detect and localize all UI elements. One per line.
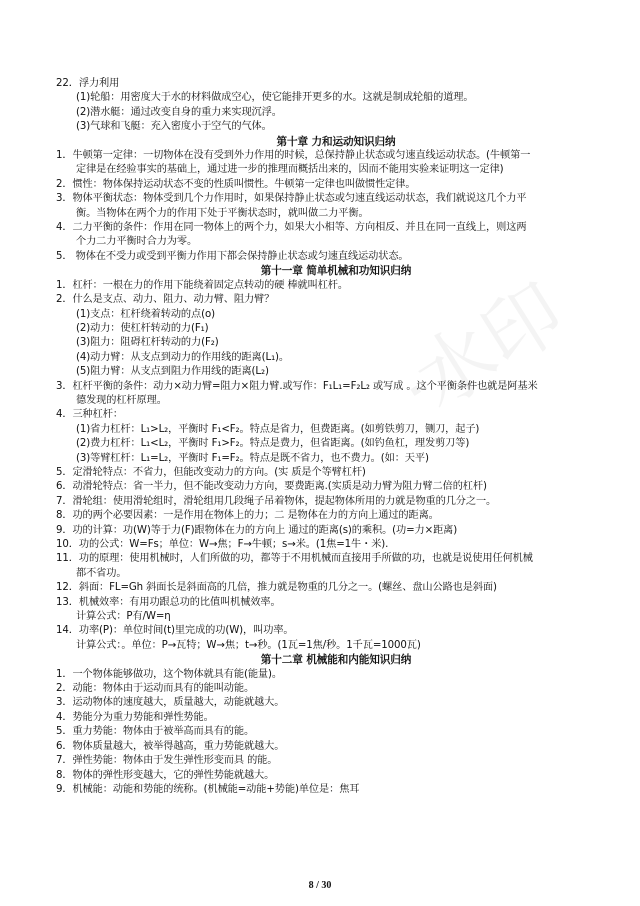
chapter-heading: 第十一章 简单机械和功知识归纳 <box>260 265 412 278</box>
text-line: 1．一个物体能够做功，这个物体就具有能(能量)。 <box>56 668 282 680</box>
chapter-heading: 第十章 力和运动知识归纳 <box>276 135 396 148</box>
text-line: 5． 物体在不受力或受到平衡力作用下都会保持静止状态或匀速直线运动状态。 <box>56 250 409 262</box>
text-line: 4．三种杠杆： <box>56 409 123 421</box>
text-line: (1)支点：杠杆绕着转动的点(o) <box>76 308 215 320</box>
text-line: 10．功的公式：W=Fs；单位：W→焦；F→牛顿；s→米。(1焦=1牛・米). <box>56 539 389 550</box>
text-line: 5．定滑轮特点：不省力，但能改变动力的方向。(实 质是个等臂杠杆) <box>56 466 366 478</box>
document-body <box>56 77 616 797</box>
text-line: 12．斜面：FL=Gh 斜面长是斜面高的几倍，推力就是物重的几分之一。(螺丝、盘山公路也是斜面) <box>56 582 497 594</box>
text-line: 计算公式：P有/W=η <box>76 611 171 623</box>
text-line: 计算公式：。单位：P→瓦特；W→焦；t→秒。(1瓦=1焦/秒。1千瓦=1000瓦) <box>76 639 421 651</box>
text-line: 2．动能：物体由于运动而具有的能叫动能。 <box>56 683 255 695</box>
text-line: 德发现的杠杆原理。 <box>76 394 167 406</box>
text-line: 8．物体的弹性形变越大，它的弹性势能就越大。 <box>56 769 275 781</box>
text-line: 7．滑轮组：使用滑轮组时，滑轮组用几段绳子吊着物体，提起物体所用的力就是物重的几分之一。 <box>56 495 497 507</box>
text-line: 3．物体平衡状态：物体受到几个力作用时，如果保持静止状态或匀速直线运动状态，我们就说这几个力平 <box>56 193 527 205</box>
text-line: 都不省功。 <box>76 567 127 579</box>
text-line: 22．浮力利用 <box>56 78 120 89</box>
text-line: 7．弹性势能：物体由于发生弹性形变而具 的能。 <box>56 755 278 767</box>
chapter-heading: 第十二章 机械能和内能知识归纳 <box>260 654 412 667</box>
text-line: 6．物体质量越大，被举得越高，重力势能就越大。 <box>56 740 285 752</box>
text-line: 衡。当物体在两个力的作用下处于平衡状态时，就叫做二力平衡。 <box>76 207 369 219</box>
text-line: 5．重力势能：物体由于被举高而具有的能。 <box>56 726 255 738</box>
text-line: 2．什么是支点、动力、阻力、动力臂、阻力臂？ <box>56 294 275 306</box>
text-line: (5)阻力臂：从支点到阻力作用线的距离(L₂) <box>76 366 269 378</box>
text-line: 9．机械能：动能和势能的统称。(机械能=动能+势能)单位是：焦耳 <box>56 783 360 795</box>
text-line: (2)费力杠杆：L₁<L₂，平衡时 F₁>F₂。特点是费力，但省距离。(如钓鱼杠，理发剪刀等) <box>76 438 470 450</box>
text-line: (4)动力臂：从支点到动力的作用线的距离(L₁)。 <box>76 351 290 363</box>
text-line: (3)气球和飞艇：充入密度小于空气的气体。 <box>76 121 272 133</box>
text-line: 3．杠杆平衡的条件：动力×动力臂=阻力×阻力臂.或写作：F₁L₁=F₂L₂ 或写成 。这个平衡条件也就是阿基米 <box>56 380 538 392</box>
text-line: 定律是在经验事实的基础上，通过进一步的推理而概括出来的，因而不能用实验来证明这一定律) <box>76 164 504 176</box>
text-line: (1)省力杠杆：L₁>L₂，平衡时 F₁<F₂。特点是省力，但费距离。(如剪铁剪刀，铡刀，起子) <box>76 423 480 435</box>
text-line: 4．势能分为重力势能和弹性势能。 <box>56 711 214 723</box>
text-line: (1)轮船：用密度大于水的材料做成空心，使它能排开更多的水。这就是制成轮船的道理。 <box>76 92 474 104</box>
text-line: 11．功的原理：使用机械时，人们所做的功，都等于不用机械而直接用手所做的功，也就是说使用任何机械 <box>56 553 533 565</box>
text-line: 1．牛顿第一定律：一切物体在没有受到外力作用的时候，总保持静止状态或匀速直线运动状态。(牛顿第一 <box>56 150 531 162</box>
text-line: 个力二力平衡时合力为零。 <box>76 236 198 248</box>
text-line: 6．动滑轮特点：省一半力，但不能改变动力方向，要费距离.(实质是动力臂为阻力臂二倍的杠杆) <box>56 481 487 493</box>
text-line: 2．惯性：物体保持运动状态不变的性质叫惯性。牛顿第一定律也叫做惯性定律。 <box>56 178 416 190</box>
text-line: 14．功率(P)：单位时间(t)里完成的功(W)，叫功率。 <box>56 625 294 637</box>
text-line: 13．机械效率：有用功跟总功的比值叫机械效率。 <box>56 596 281 608</box>
text-line: 1．杠杆：一根在力的作用下能绕着固定点转动的硬 棒就叫杠杆。 <box>56 279 348 291</box>
text-line: 3．运动物体的速度越大，质量越大，动能就越大。 <box>56 697 285 709</box>
text-line: (3)阻力：阻碍杠杆转动的力(F₂) <box>76 337 219 349</box>
text-line: 8．功的两个必要因素：一是作用在物体上的力；二 是物体在力的方向上通过的距离。 <box>56 510 439 522</box>
text-line: 4．二力平衡的条件：作用在同一物体上的两个力，如果大小相等、方向相反、并且在同一直线上，则这两 <box>56 222 527 234</box>
text-line: (3)等臂杠杆：L₁=L₂，平衡时 F₁=F₂。特点是既不省力，也不费力。(如：天平) <box>76 452 429 464</box>
text-line: 9．功的计算：功(W)等于力(F)跟物体在力的方向上 通过的距离(s)的乘积。(功=力×距离) <box>56 524 458 536</box>
text-line: (2)动力：使杠杆转动的力(F₁) <box>76 322 209 334</box>
page-number: 8 / 30 <box>308 880 332 891</box>
text-line: (2)潜水艇：通过改变自身的重力来实现沉浮。 <box>76 106 282 118</box>
